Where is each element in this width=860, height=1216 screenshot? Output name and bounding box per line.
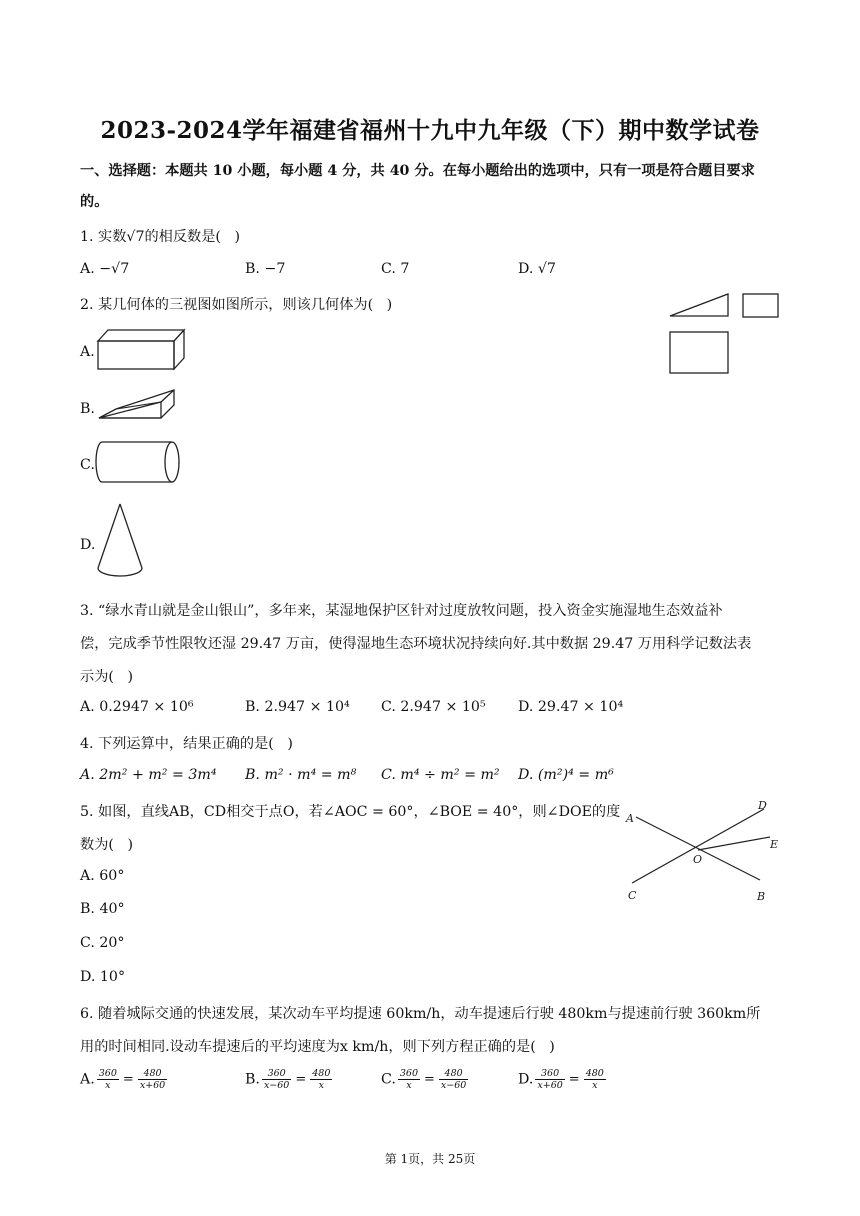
cylinder-figure bbox=[94, 440, 186, 486]
q2-option-a: A. bbox=[80, 344, 95, 360]
section-heading-line2: 的。 bbox=[80, 194, 109, 210]
q5-option-c: C. 20° bbox=[80, 935, 125, 951]
q1-stem: 1. 实数√7的相反数是( ) bbox=[80, 229, 241, 245]
section-heading-line1: 一、选择题：本题共 10 小题，每小题 4 分，共 40 分。在每小题给出的选项中，只有一项是符合题目要求 bbox=[80, 163, 755, 179]
q4-stem: 4. 下列运算中，结果正确的是( ) bbox=[80, 736, 293, 752]
label-b: B bbox=[757, 890, 766, 903]
q3-option-b: B. 2.947 × 10⁴ bbox=[245, 699, 350, 715]
q2-option-d: D. bbox=[80, 537, 96, 553]
q1-option-c: C. 7 bbox=[381, 261, 410, 277]
q6-option-c: C. $\frac{360}{x}$ = $\frac{480}{x-60}$ bbox=[381, 1068, 467, 1091]
q4-option-d: D. (m²)⁴ = m⁶ bbox=[518, 767, 614, 783]
q6-line1: 6. 随着城际交通的快速发展，某次动车平均提速 60km/h，动车提速后行驶 480km与提速前行驶 360km所 bbox=[80, 1006, 761, 1022]
q4-option-c: C. m⁴ ÷ m² = m² bbox=[381, 767, 500, 783]
q6-line2: 用的时间相同.设动车提速后的平均速度为x km/h，则下列方程正确的是( ) bbox=[80, 1039, 555, 1055]
label-a: A bbox=[626, 812, 634, 825]
q2-option-b: B. bbox=[80, 401, 95, 417]
q4-option-b: B. m² · m⁴ = m⁸ bbox=[245, 767, 357, 783]
q6-option-b: B. $\frac{360}{x-60}$ = $\frac{480}{x}$ bbox=[245, 1068, 331, 1091]
label-c: C bbox=[628, 889, 637, 902]
q3-option-d: D. 29.47 × 10⁴ bbox=[518, 699, 624, 715]
three-view-figure bbox=[668, 290, 782, 376]
q1-option-d: D. √7 bbox=[518, 261, 556, 277]
label-d: D bbox=[758, 799, 767, 812]
q3-line2: 偿，完成季节性限牧还湿 29.47 万亩，使得湿地生态环境状况持续向好.其中数据 29.47 万用科学记数法表 bbox=[80, 636, 752, 652]
label-e: E bbox=[770, 838, 779, 851]
q5-line1: 5. 如图，直线AB，CD相交于点O，若∠AOC = 60°，∠BOE = 40°，则∠DOE的度 bbox=[80, 804, 621, 820]
label-o: O bbox=[693, 853, 703, 866]
q6-option-a: A. $\frac{360}{x}$ = $\frac{480}{x+60}$ bbox=[80, 1068, 166, 1091]
q2-option-c: C. bbox=[80, 457, 95, 473]
wedge-figure bbox=[96, 387, 180, 423]
page-footer: 第 1页，共 25页 bbox=[384, 1152, 476, 1166]
cone-figure bbox=[94, 502, 146, 582]
cuboid-figure bbox=[96, 327, 188, 373]
q1-option-b: B. −7 bbox=[245, 261, 286, 277]
q6-option-d: D. $\frac{360}{x+60}$ = $\frac{480}{x}$ bbox=[518, 1068, 604, 1091]
q3-line3: 示为( ) bbox=[80, 669, 133, 685]
q3-option-c: C. 2.947 × 10⁵ bbox=[381, 699, 486, 715]
page-title: 2023-2024学年福建省福州十九中九年级（下）期中数学试卷 bbox=[100, 117, 760, 144]
q3-line1: 3. “绿水青山就是金山银山”，多年来，某湿地保护区针对过度放牧问题，投入资金实施湿地生态效益补 bbox=[80, 603, 723, 619]
q5-option-d: D. 10° bbox=[80, 969, 126, 985]
q5-option-b: B. 40° bbox=[80, 901, 125, 917]
q1-option-a: A. −√7 bbox=[80, 261, 130, 277]
q5-option-a: A. 60° bbox=[80, 868, 125, 884]
q3-option-a: A. 0.2947 × 10⁶ bbox=[80, 699, 194, 715]
intersecting-lines-figure bbox=[620, 795, 790, 910]
q5-line2: 数为( ) bbox=[80, 837, 133, 853]
q4-option-a: A. 2m² + m² = 3m⁴ bbox=[80, 767, 217, 783]
q2-stem: 2. 某几何体的三视图如图所示，则该几何体为( ) bbox=[80, 297, 393, 313]
